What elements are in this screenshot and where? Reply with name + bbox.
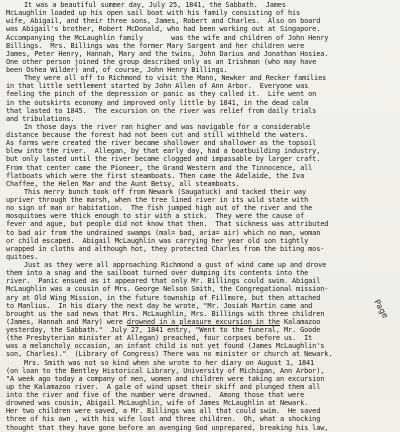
text-line: James, Peter Henry, Hannah, Mary and the twins, John Darius and Jonathan Hosiea. xyxy=(6,49,329,58)
text-line: brought us the sad news that Mrs. McLaughlin, Mrs. Billings with three children xyxy=(6,309,325,318)
text-line: flatboats which were the first steamboats. Then came the Adelaide, the Iva xyxy=(6,171,305,180)
text-line: They were all off to Richmond to visit the Mann, Newker and Recker families xyxy=(24,74,327,83)
text-line: (on loan to the Bentley Historical Library, University of Michigan, Ann Arbor), xyxy=(6,366,325,375)
text-line: up the Kalamazoo river. A gale of wind upset their skiff and plunged them all xyxy=(6,382,321,391)
text-line: It was a beautiful summer day, July 25, 1841, the Sabbath. James xyxy=(24,1,286,9)
text-line: McLaughlin was a cousin of Mrs. George Nelson Smith, the Congregational mission- xyxy=(6,285,329,294)
text-line: From that center came the Pioneer, the Grand Western and the Tinnocence, all xyxy=(6,163,313,172)
underlined-phrase: drowned in a pleasure excursion in the xyxy=(126,317,280,326)
text-line: was a melancholy occasion, an infant child is not yet found (James McLaughlin's xyxy=(6,342,325,351)
text-line: into the river and five of the number were drowned. Among those that were xyxy=(6,391,305,399)
text-line: upriver through the marsh, when the tree lined river in its wild state with xyxy=(6,196,309,204)
text-line: One other person joined the group described only as an Irishman (who may have xyxy=(6,57,317,66)
text-line: thought that they have gone before an avenging God unprepared, breaking his law, xyxy=(6,423,329,432)
text-line: This merry bunch took off from Newark (Saugatuck) and tacked their way xyxy=(24,187,306,196)
text-line: to bad air from the undrained swamps (mal= bad, aria= air) which no man, woman xyxy=(6,228,321,237)
text-line: Accompanying the McLaughlin family was the wife and children of John Henry xyxy=(6,33,329,42)
text-line: them into a snag and the sailboat turned over dumping its contents into the xyxy=(6,269,309,278)
text-line: drowned was cousin, Abigail McLaughlin, wife of James McLaughlin at Newark. xyxy=(6,399,309,408)
text-line: Her two children were saved, a Mr. Billings was all that could swim. He saved xyxy=(6,407,321,416)
text-line: but only lasted until the river became clogged and impassable by larger craft. xyxy=(6,155,321,164)
text-line: been Oshea Wilder) and, of course, John Henry Billings. xyxy=(6,66,228,74)
text-line: In those days the river ran higher and was navigable for a considerable xyxy=(24,122,311,131)
text-line: Mrs. Smith was not so kind when she wrote to her diary on August 1, 1841 xyxy=(24,358,315,367)
text-line: no sign of man or habitation. The fish jumped high out of the river and the xyxy=(6,204,313,213)
text-line: blew into the river. Allegan, by that early day, had a boatbuilding industry, xyxy=(6,147,321,156)
text-line: feeling the pinch of the depression or panic as they called it. Life went on xyxy=(6,90,317,99)
document-body xyxy=(6,1,388,432)
text-line: McLaughlin loaded up his open sail boat with his family consisting of his xyxy=(6,9,301,18)
text-line: "A week ago today a company of men, women and children were taking an excursion xyxy=(6,374,325,383)
text-line: river. Panic ensued as it appeared that only Mr. Billings could swim. Abigail xyxy=(6,277,321,286)
text-line: in the outskirts economy and improved only little by 1841, in the dead calm xyxy=(6,98,309,107)
text-line: that lasted to 1845. The excursion on the river was relief from daily trials xyxy=(6,106,317,115)
text-line: mosquitoes were thick enough to stir with a stick. They were the cause of xyxy=(6,212,305,221)
text-line: Chaffee, the Helen Mar and the Aunt Betsy, all steamboats. xyxy=(6,179,240,188)
text-line: wrapped in cloths and although hot, they protected Charles from the biting mos- xyxy=(6,244,325,253)
text-line: Billings. Mrs. Billings was the former Mary Sargent and her children were xyxy=(6,41,305,50)
text-line: and tribulations. xyxy=(6,114,75,123)
text-line: son, Charles)." (Library of Congress) There was no minister or church at Newark. xyxy=(6,350,333,359)
text-line: quitoes. xyxy=(6,252,39,261)
text-line: distance because the forest had not been cut and still withheld the waters. xyxy=(6,131,309,139)
text-line: wife, Abigail, and their three sons, James, Robert and Charles. Also on board xyxy=(6,17,321,26)
text-line: As farms were created the river became shallower and shallower as the topsoil xyxy=(6,139,317,148)
text-line: yesterday, the Sabbath." July 27, 1841 entry, "Went to the funeral, Mr. Goode xyxy=(6,326,321,334)
text-line: fever and ague, but people did not know that then. That sickness was attributed xyxy=(6,220,329,229)
text-line: or child escaped. Abigail McLaughlin was carrying her year old son tightly xyxy=(6,236,309,245)
text-line: Just as they were all approaching Richmond a gust of wind came up and drove xyxy=(24,261,327,269)
handwritten-margin-note: Page xyxy=(372,298,390,320)
text-line: (the Presbyterian minister at Allegan) preached, four corpses before us. It xyxy=(6,334,313,343)
text-line: (James, Hannah and Mary) were drowned in a pleasure excursion in the Kalamazoo xyxy=(6,317,321,326)
text-line: was Abigail's brother, Robert McDonald, who had been working out at Singapore. xyxy=(6,25,321,34)
text-line: to Manlius. In his diary the next day he wrote, "Mr. Josiah Martin came and xyxy=(6,301,313,310)
text-line: ary at Old Wing Mission, in the future township of Fillmore, but then attached xyxy=(6,293,321,302)
text-line: three of his own , with his wife lost and three children. Oh, what a shocking xyxy=(6,415,321,424)
text-line: in that little settlement started by John Allen of Ann Arbor. Everyone was xyxy=(6,82,309,91)
